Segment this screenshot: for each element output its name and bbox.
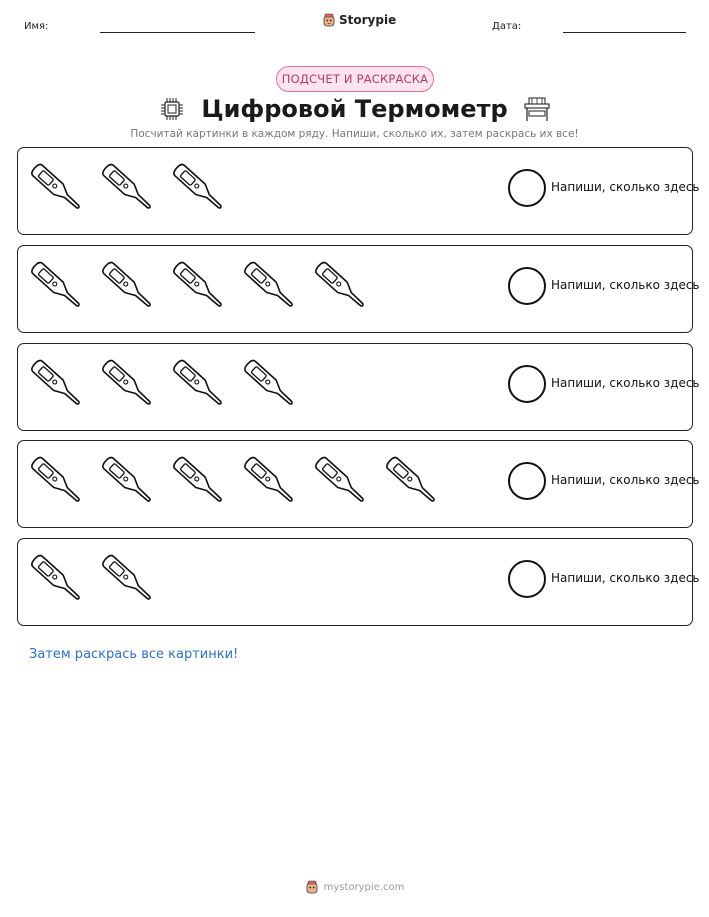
picture-group bbox=[28, 254, 370, 326]
digital-thermometer-icon bbox=[170, 352, 228, 416]
counting-row bbox=[17, 147, 700, 235]
storypie-mascot-icon bbox=[305, 880, 319, 894]
digital-thermometer-icon bbox=[241, 352, 299, 416]
digital-thermometer-icon bbox=[241, 254, 299, 318]
digital-thermometer-icon bbox=[28, 352, 86, 416]
answer-circle[interactable] bbox=[508, 560, 546, 598]
answer-label: Напиши, сколько здесь bbox=[551, 180, 700, 194]
digital-thermometer-icon bbox=[170, 156, 228, 220]
digital-thermometer-icon bbox=[99, 449, 157, 513]
answer-circle[interactable] bbox=[508, 365, 546, 403]
date-label: Дата: bbox=[492, 21, 522, 32]
answer-label: Напиши, сколько здесь bbox=[551, 278, 700, 292]
date-field[interactable] bbox=[563, 32, 686, 33]
digital-thermometer-icon bbox=[28, 254, 86, 318]
digital-thermometer-icon bbox=[312, 449, 370, 513]
microchip-icon bbox=[157, 94, 187, 124]
digital-thermometer-icon bbox=[99, 254, 157, 318]
answer-circle[interactable] bbox=[508, 267, 546, 305]
brand-logo bbox=[322, 13, 396, 27]
digital-thermometer-icon bbox=[99, 547, 157, 611]
answer-circle[interactable] bbox=[508, 169, 546, 207]
activity-badge: ПОДСЧЕТ И РАСКРАСКА bbox=[276, 66, 434, 92]
digital-thermometer-icon bbox=[383, 449, 441, 513]
counting-row bbox=[17, 440, 700, 528]
name-field[interactable] bbox=[100, 32, 255, 33]
storypie-mascot-icon bbox=[322, 13, 336, 27]
picture-group bbox=[28, 547, 157, 619]
digital-thermometer-icon bbox=[99, 352, 157, 416]
brand-name: Storypie bbox=[339, 13, 397, 27]
digital-thermometer-icon bbox=[28, 449, 86, 513]
answer-label: Напиши, сколько здесь bbox=[551, 376, 700, 390]
digital-thermometer-icon bbox=[99, 156, 157, 220]
instructions: Посчитай картинки в каждом ряду. Напиши, сколько их, затем раскрась их все! bbox=[130, 128, 579, 140]
digital-thermometer-icon bbox=[241, 449, 299, 513]
footer-brand bbox=[0, 880, 709, 894]
counting-row bbox=[17, 343, 700, 431]
digital-thermometer-icon bbox=[28, 547, 86, 611]
digital-thermometer-icon bbox=[170, 254, 228, 318]
answer-circle[interactable] bbox=[508, 462, 546, 500]
answer-label: Напиши, сколько здесь bbox=[551, 571, 700, 585]
page-title: Цифровой Термометр bbox=[201, 95, 508, 123]
picture-group bbox=[28, 449, 441, 521]
answer-label: Напиши, сколько здесь bbox=[551, 473, 700, 487]
name-label: Имя: bbox=[24, 21, 49, 32]
digital-thermometer-icon bbox=[170, 449, 228, 513]
title-row bbox=[0, 92, 709, 126]
picture-group bbox=[28, 352, 299, 424]
coloring-instruction: Затем раскрась все картинки! bbox=[29, 647, 239, 662]
footer-site: mystorypie.com bbox=[323, 881, 405, 893]
counting-row bbox=[17, 538, 700, 626]
workbench-icon bbox=[522, 94, 552, 124]
digital-thermometer-icon bbox=[28, 156, 86, 220]
worksheet-header bbox=[0, 0, 709, 50]
picture-group bbox=[28, 156, 228, 228]
digital-thermometer-icon bbox=[312, 254, 370, 318]
counting-row bbox=[17, 245, 700, 333]
